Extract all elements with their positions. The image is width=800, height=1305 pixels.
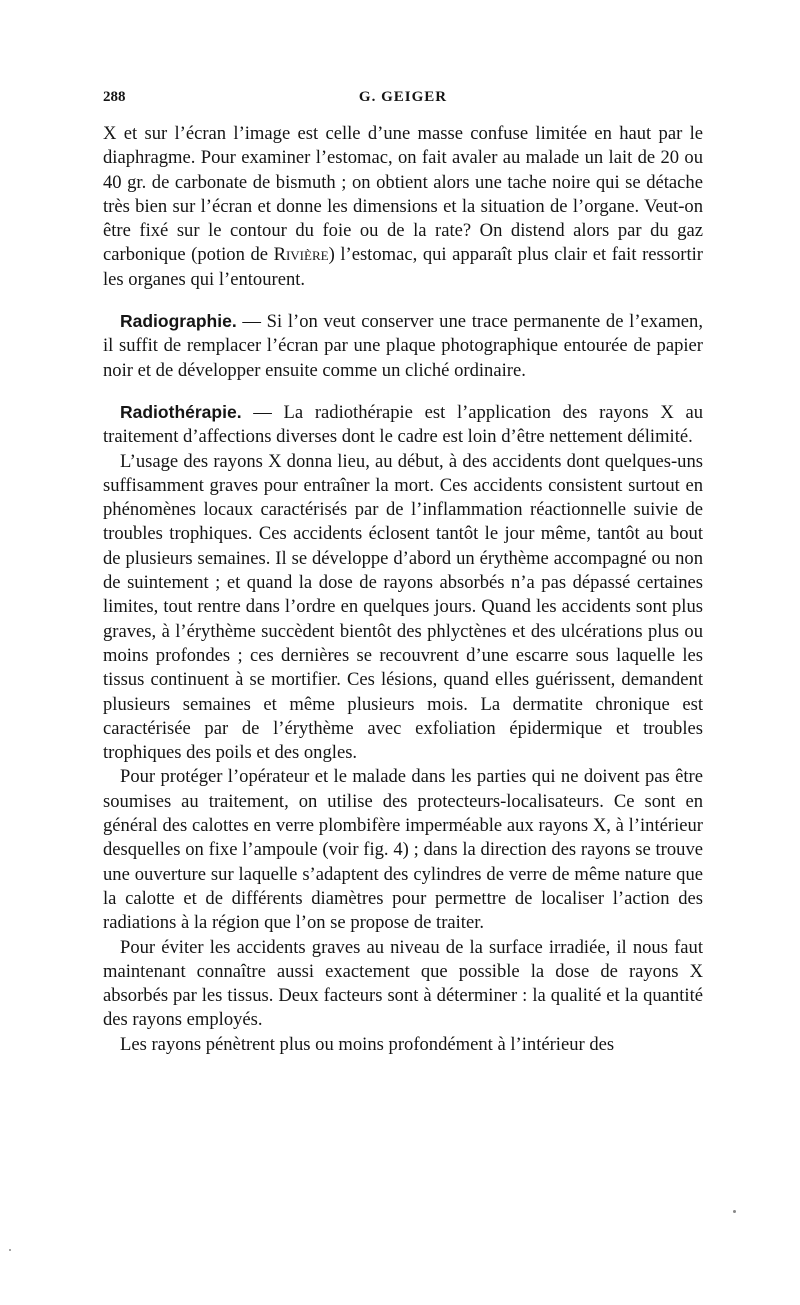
paragraph — [103, 309, 703, 383]
paragraph — [103, 122, 703, 292]
page-header — [103, 89, 703, 113]
paragraph: Pour protéger l’opérateur et le malade dans les parties qui ne doivent pas être soumises au traitement, on utilise des protecteurs-localisateurs. Ce sont en général des calottes en verre plombifère imperméable aux rayons X, à l’intérieur desquelles on fixe l’ampoule (voir fig. 4) ; dans la direction des rayons se trouve une ouverture sur laquelle s’adaptent des cylindres de verre de même nature que la calotte et de différents diamètres pour permettre de localiser l’action des radiations à la région que l’on se propose de traiter. — [103, 766, 703, 934]
section-heading: Radiographie. — [120, 311, 237, 332]
paragraph — [103, 400, 703, 450]
paragraph-text: X et sur l’écran l’image est celle d’une masse confuse limitée en haut par le diaphragme. Pour examiner l’estomac, on fait avaler au malade un lait de 20 ou 40 gr. de carbonate de bismuth ; on obtient alors une tache noire qui se détache très bien sur l’écran et donne les dimensions et la situation de l’organe. Veut-on être fixé sur le contour du foie ou de la rate? On distend alors par du gaz carbonique (potion de — [103, 123, 703, 266]
paragraph-text: — Si l’on veut conserver une trace permanente de l’examen, il suffit de remplacer l’écran par une plaque photographique entourée de papier noir et de développer ensuite comme un cliché ordinaire. — [103, 311, 703, 381]
body-text — [103, 122, 703, 1057]
author-name: Rivière — [273, 244, 329, 266]
running-head: G. GEIGER — [358, 89, 448, 105]
paragraph-text: — La radiothérapie est l’application des rayons X au traitement d’affections diverses dont le cadre est loin d’être nettement délimité. — [103, 401, 703, 448]
scan-speck — [9, 1249, 11, 1251]
paragraph: Les rayons pénètrent plus ou moins profondément à l’intérieur des — [120, 1033, 615, 1055]
page-number: 288 — [103, 89, 126, 105]
section-heading: Radiothérapie. — [120, 401, 242, 422]
scan-speck — [733, 1210, 736, 1213]
paragraph: Pour éviter les accidents graves au niveau de la surface irradiée, il nous faut maintenant connaître aussi exactement que possible la dose de rayons X absorbés par les tissus. Deux facteurs sont à déterminer : la qualité et la quantité des rayons employés. — [103, 936, 703, 1031]
paragraph: L’usage des rayons X donna lieu, au début, à des accidents dont quelques-uns suffisamment graves pour entraîner la mort. Ces accidents consistent surtout en phénomènes locaux caractérisés par de l’inflammation réactionnelle suivie de troubles trophiques. Ces accidents éclosent tantôt le jour même, tantôt au bout de plusieurs semaines. Il se développe d’abord un érythème accompagné ou non de suintement ; et quand la dose de rayons absorbés n’a pas dépassé certaines limites, tout rentre dans l’ordre en quelques jours. Quand les accidents sont plus graves, à l’érythème succèdent bientôt des phlyctènes et des ulcérations plus ou moins profondes ; ces dernières se recouvrent d’une escarre sous laquelle les tissus continuent à se mortifier. Ces lésions, quand elles guérissent, demandent plusieurs semaines et même plusieurs mois. La dermatite chronique est caractérisée par de l’érythème avec exfoliation épidermique et troubles trophiques des poils et des ongles. — [103, 450, 703, 764]
paragraph-text: ) l’estomac, qui apparaît plus clair et fait ressortir les organes qui l’entourent. — [103, 244, 703, 290]
